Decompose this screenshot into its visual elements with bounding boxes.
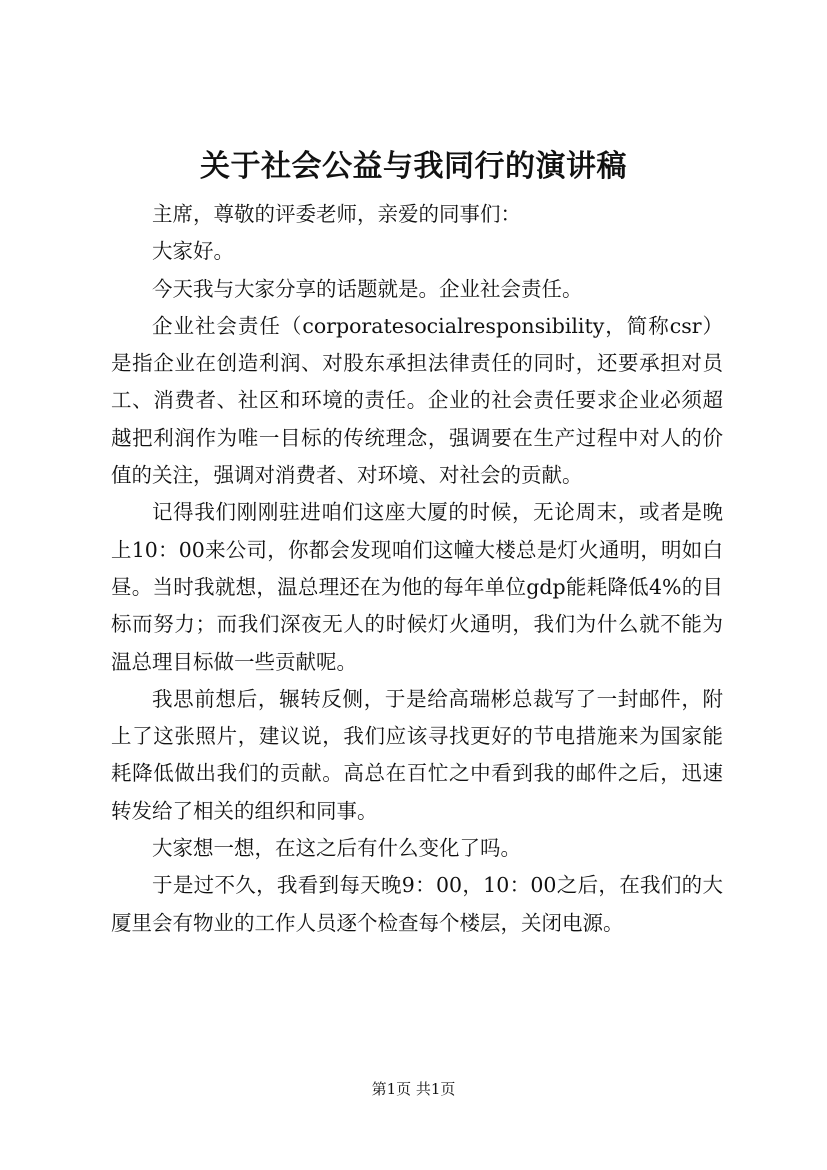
page-footer: 第1页 共1页 [371, 1080, 456, 1098]
document-body [111, 196, 723, 942]
paragraph-change: 于是过不久，我看到每天晚9：00，10：00之后，在我们的大厦里会有物业的工作人员逐个检查每个楼层，关闭电源。 [111, 873, 723, 935]
document-title: 关于社会公益与我同行的演讲稿 [200, 149, 627, 184]
paragraph-greeting: 大家好。 [152, 239, 234, 264]
paragraph-email: 我思前想后，辗转反侧，于是给高瑞彬总裁写了一封邮件，附上了这张照片，建议说，我们应该寻找更好的节电措施来为国家能耗降低做出我们的贡献。高总在百忙之中看到我的邮件之后，迅速转发给了相关的组织和同事。 [111, 686, 723, 823]
paragraph-salutation: 主席，尊敬的评委老师，亲爱的同事们： [152, 202, 521, 226]
paragraph-question: 大家想一想，在这之后有什么变化了吗。 [152, 836, 521, 861]
paragraph-building-lights: 记得我们刚刚驻进咱们这座大厦的时候，无论周末，或者是晚上10：00来公司，你都会发现咱们这幢大楼总是灯火通明，明如白昼。当时我就想，温总理还在为他的每年单位gdp能耗降低4%的目标而努力；而我们深夜无人的时候灯火通明，我们为什么就不能为温总理目标做一些贡献呢。 [111, 500, 723, 674]
paragraph-csr-definition: 企业社会责任（corporatesocialresponsibility，简称csr）是指企业在创造利润、对股东承担法律责任的同时，还要承担对员工、消费者、社区和环境的责任。企业的社会责任要求企业必须超越把利润作为唯一目标的传统理念，强调要在生产过程中对人的价值的关注，强调对消费者、对环境、对社会的贡献。 [111, 313, 723, 488]
paragraph-topic: 今天我与大家分享的话题就是。企业社会责任。 [152, 276, 583, 301]
